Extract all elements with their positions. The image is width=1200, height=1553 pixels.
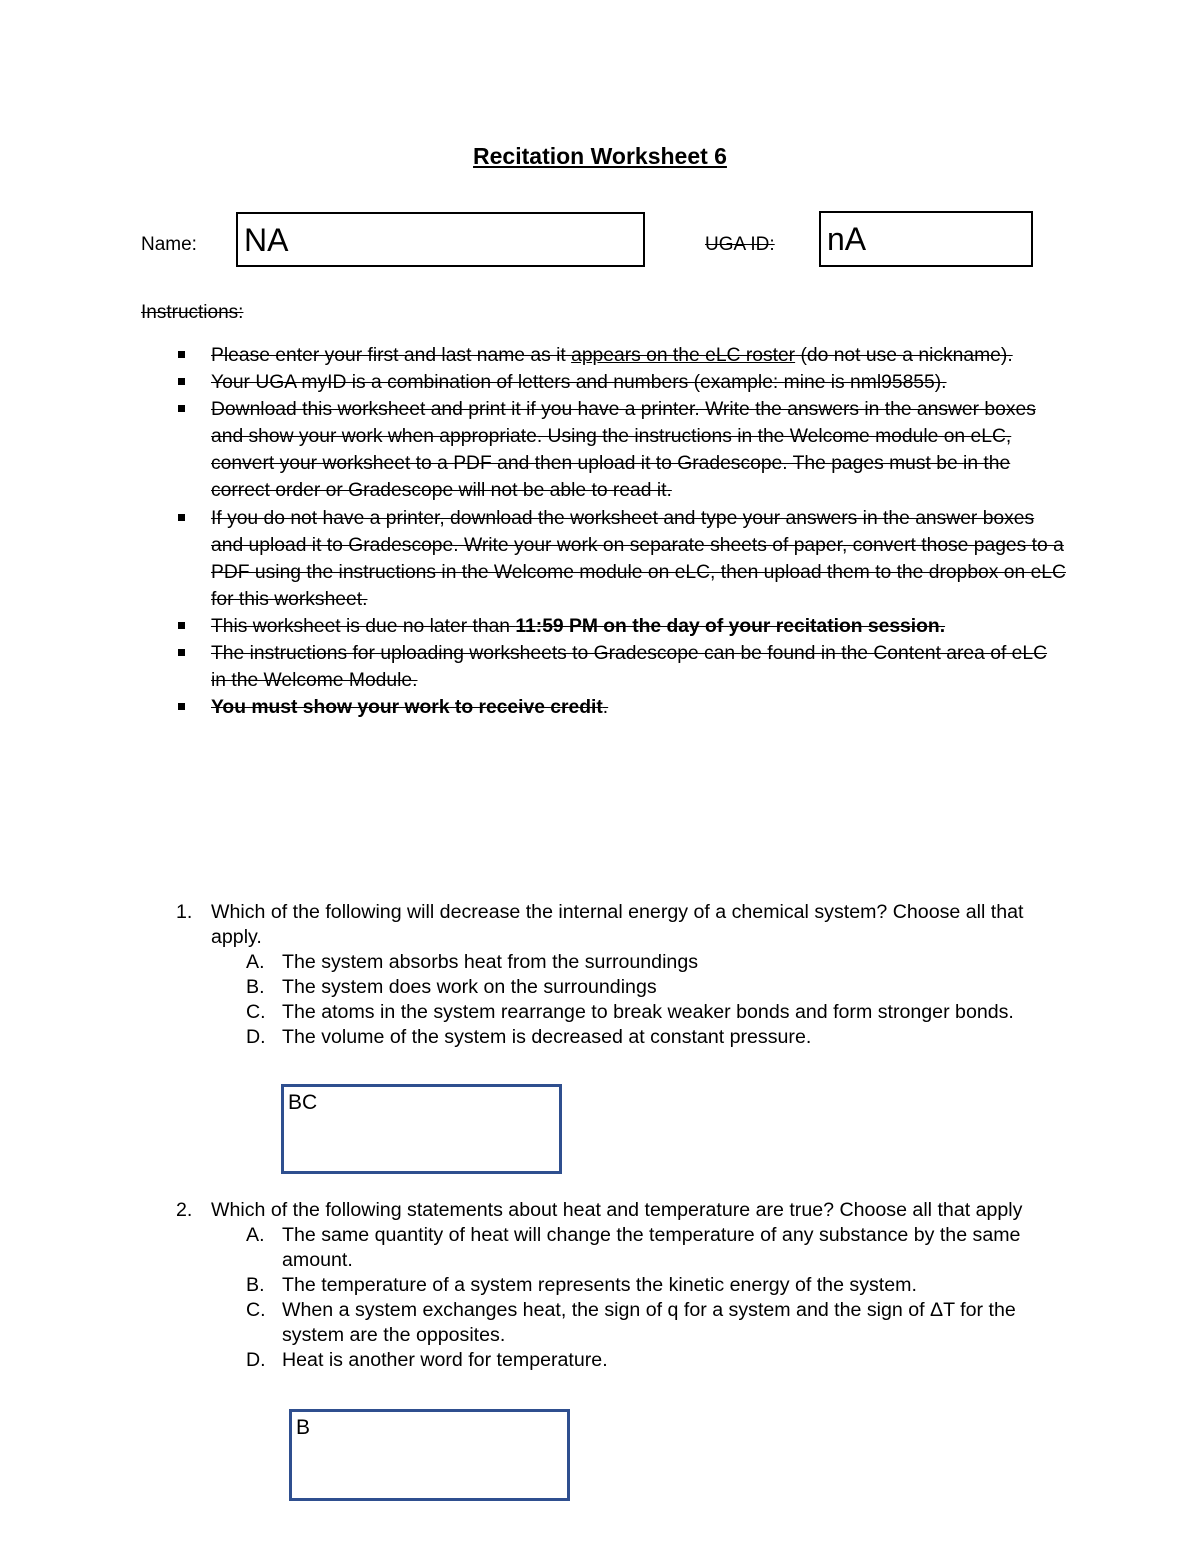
- instruction-item: Download this worksheet and print it if you have a printer. Write the answers in the answer boxes and show your work when appropriate. Using the instructions in the Welcome module on eLC, convert your worksheet to a PDF and then upload it to Gradescope. The pages must be in the correct order or Gradescope will not be able to read it.: [176, 396, 1066, 504]
- name-field[interactable]: NA: [236, 212, 645, 267]
- instructions-list: [176, 342, 1066, 721]
- page-title: Recitation Worksheet 6: [473, 143, 727, 169]
- option-item: B. The temperature of a system represents the kinetic energy of the system.: [246, 1274, 917, 1296]
- question-number: 1.: [176, 901, 193, 923]
- instruction-item: The instructions for uploading worksheets to Gradescope can be found in the Content area of eLC in the Welcome Module.: [176, 640, 1066, 694]
- name-label: Name:: [141, 234, 197, 255]
- instruction-item: If you do not have a printer, download the worksheet and type your answers in the answer boxes and upload it to Gradescope. Write your work on separate sheets of paper, convert those pages to a PDF using the instructions in the Welcome module on eLC, then upload them to the dropbox on eLC for this worksheet.: [176, 505, 1066, 613]
- question-number: 2.: [176, 1199, 193, 1221]
- question-1: [176, 900, 1066, 1050]
- option-item: C. The atoms in the system rearrange to break weaker bonds and form stronger bonds.: [246, 1001, 1014, 1023]
- option-item: D. The volume of the system is decreased at constant pressure.: [246, 1026, 812, 1048]
- question-stem: Which of the following statements about heat and temperature are true? Choose all that apply: [211, 1199, 1023, 1221]
- id-field[interactable]: nA: [819, 211, 1033, 267]
- options-list: [246, 1223, 1066, 1373]
- question-stem: Which of the following will decrease the internal energy of a chemical system? Choose all that apply.: [211, 901, 1024, 948]
- option-item: A. The same quantity of heat will change the temperature of any substance by the same amount.: [246, 1224, 1021, 1271]
- instruction-item: This worksheet is due no later than 11:59 PM on the day of your recitation session.: [176, 613, 1066, 640]
- option-item: B. The system does work on the surroundings: [246, 976, 657, 998]
- question-2: [176, 1198, 1066, 1373]
- answer-box-1[interactable]: BC: [281, 1084, 562, 1174]
- answer-box-2[interactable]: B: [289, 1409, 570, 1501]
- options-list: [246, 950, 1066, 1050]
- instruction-item: You must show your work to receive credit.: [176, 694, 1066, 721]
- id-label: UGA ID:: [705, 234, 775, 255]
- option-item: D. Heat is another word for temperature.: [246, 1349, 608, 1371]
- option-item: A. The system absorbs heat from the surroundings: [246, 951, 699, 973]
- instruction-item: Please enter your first and last name as it appears on the eLC roster (do not use a nickname).: [176, 342, 1066, 369]
- instruction-item: Your UGA myID is a combination of letters and numbers (example: mine is nml95855).: [176, 369, 1066, 396]
- option-item: C. When a system exchanges heat, the sign of q for a system and the sign of ΔT for the system are the opposites.: [246, 1299, 1016, 1346]
- instructions-heading: Instructions:: [141, 302, 244, 323]
